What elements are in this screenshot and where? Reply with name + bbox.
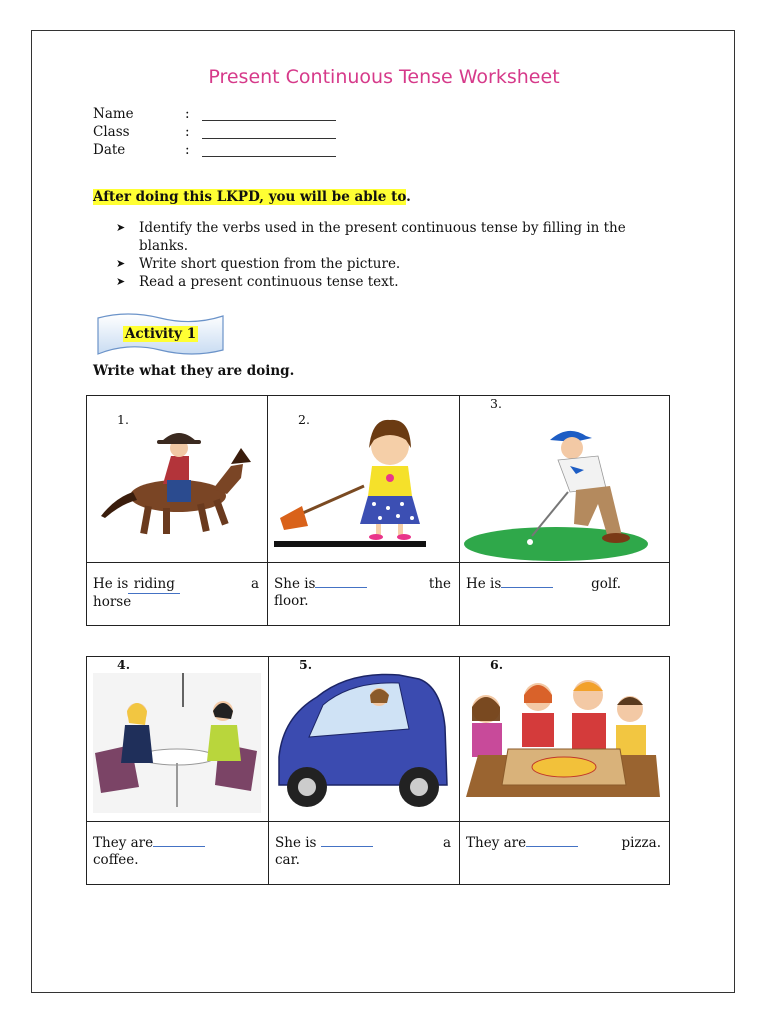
item-number: 2. — [298, 412, 310, 427]
arrow-bullet-icon: ➤ — [116, 275, 126, 288]
answer-blank[interactable] — [526, 846, 578, 847]
sentence-cell-4: They are coffee. — [87, 822, 269, 885]
picture-cell-5 — [269, 657, 460, 822]
name-label: Name — [93, 106, 134, 122]
arrow-bullet-icon: ➤ — [116, 257, 126, 270]
answer-blank[interactable] — [321, 846, 373, 847]
woman-driving-car-image — [269, 657, 460, 821]
item-number: 3. — [490, 396, 502, 411]
picture-cell-1 — [87, 396, 268, 563]
sentence-cell-1: He is riding a horse — [87, 563, 268, 626]
objective-period: . — [406, 189, 411, 205]
worksheet-title: Present Continuous Tense Worksheet — [208, 66, 560, 88]
date-colon: : — [185, 142, 190, 158]
cowboy-horse-image — [87, 396, 268, 562]
man-golfing-image — [460, 396, 670, 562]
exercise-table-1 — [86, 395, 670, 626]
objective-item: ➤ Write short question from the picture. — [116, 256, 401, 272]
picture-cell-3 — [460, 396, 670, 563]
kids-eating-pizza-image — [460, 657, 670, 821]
answer-blank[interactable] — [153, 846, 205, 847]
name-colon: : — [185, 106, 190, 122]
sentence-cell-3: He is golf. — [460, 563, 670, 626]
answer-blank[interactable]: riding — [128, 576, 180, 594]
name-line[interactable] — [202, 120, 336, 121]
class-label: Class — [93, 124, 130, 140]
objective-item: ➤ Read a present continuous tense text. — [116, 274, 399, 290]
item-number: 6. — [490, 657, 504, 672]
objective-list — [116, 219, 661, 291]
class-colon: : — [185, 124, 190, 140]
picture-cell-6 — [460, 657, 670, 822]
couple-coffee-image — [87, 657, 269, 821]
activity-banner — [96, 312, 225, 358]
item-number: 5. — [299, 657, 313, 672]
objective-heading — [93, 189, 411, 205]
arrow-bullet-icon: ➤ — [116, 221, 126, 234]
class-line[interactable] — [202, 138, 336, 139]
item-number: 1. — [117, 412, 129, 427]
date-label: Date — [93, 142, 126, 158]
sentence-cell-2: She is the floor. — [268, 563, 460, 626]
picture-cell-4 — [87, 657, 269, 822]
picture-cell-2 — [268, 396, 460, 563]
sentence-cell-5: She is a car. — [269, 822, 460, 885]
date-line[interactable] — [202, 156, 336, 157]
sentence-cell-6: They are pizza. — [460, 822, 670, 885]
girl-sweeping-image — [268, 396, 460, 562]
objective-item: ➤ Identify the verbs used in the present continuous tense by filling in the blanks. — [116, 220, 626, 254]
objective-highlight: After doing this LKPD, you will be able to — [93, 189, 407, 205]
answer-blank[interactable] — [315, 587, 367, 588]
activity-label: Activity 1 — [124, 326, 197, 342]
instruction-text: Write what they are doing. — [93, 363, 295, 379]
item-number: 4. — [117, 657, 131, 672]
exercise-table-2 — [86, 656, 670, 885]
answer-blank[interactable] — [501, 587, 553, 588]
